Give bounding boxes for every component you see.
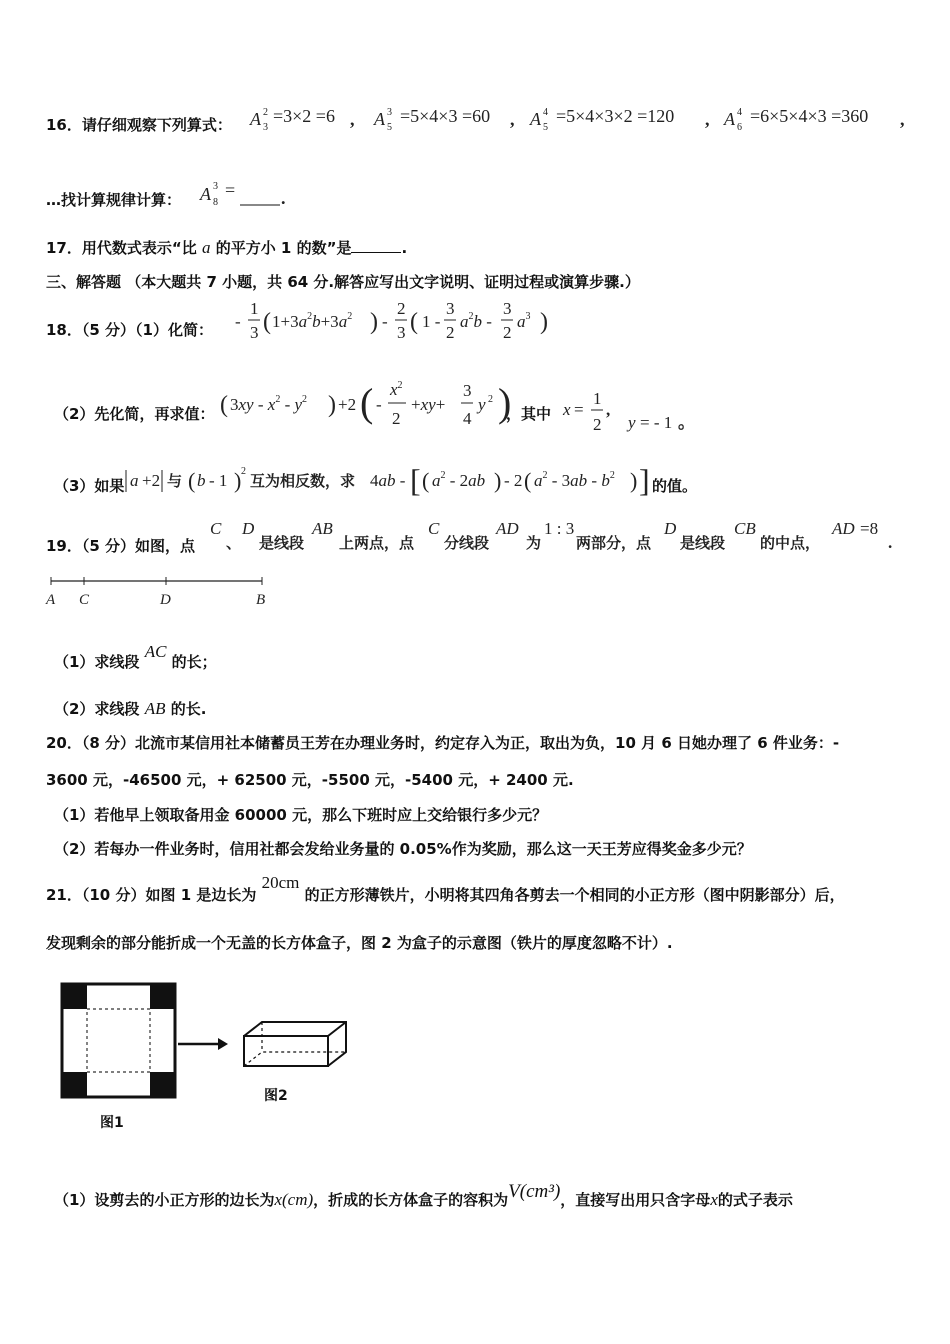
q21-sub1: [54, 1181, 793, 1210]
q17-var: a: [201, 238, 211, 257]
svg-text:D: D: [664, 519, 677, 538]
svg-text:5: 5: [387, 122, 392, 133]
q21-sub1-text: （1）设剪去的小正方形的边长为: [54, 1191, 275, 1209]
svg-text:上两点，点: 上两点，点: [339, 534, 415, 552]
fig1-label: 图1: [100, 1115, 124, 1131]
svg-text:3: 3: [213, 181, 218, 192]
q21-line1: [46, 873, 845, 905]
svg-text:4ab -: 4ab -: [370, 471, 406, 490]
q19-label-text: 19．（5 分）如图，点: [46, 537, 196, 555]
svg-text:(: (: [524, 468, 532, 493]
svg-text:[: [: [410, 462, 421, 498]
svg-text:与: 与: [167, 472, 183, 490]
svg-text:=6×5×4×3 =360: =6×5×4×3 =360: [750, 106, 869, 126]
corner-tl: [62, 984, 87, 1009]
svg-text:(: (: [263, 309, 271, 335]
q18-label-text: 18．（5 分）（1）化简：: [46, 321, 213, 339]
fig2-label: 图2: [264, 1088, 288, 1104]
q18-p3-expr: [120, 458, 680, 502]
q20-line2: [46, 770, 574, 790]
svg-text:是线段: 是线段: [680, 534, 726, 552]
svg-text:,: ,: [350, 109, 355, 129]
svg-text:- 1: - 1: [209, 471, 228, 490]
q18-p3-end-text: 的值。: [652, 477, 698, 495]
svg-text:A: A: [250, 109, 261, 129]
svg-text:(: (: [220, 392, 228, 418]
svg-text:3: 3: [446, 299, 455, 318]
svg-text:、: 、: [226, 534, 242, 552]
point-c: C: [79, 592, 90, 608]
q19-segment-figure: [44, 574, 274, 610]
svg-text:3: 3: [263, 122, 268, 133]
svg-text:a: a: [130, 471, 139, 490]
svg-text:互为相反数，求: 互为相反数，求: [250, 472, 356, 490]
svg-text:2: 2: [446, 323, 455, 342]
svg-text:= - 1: = - 1: [640, 413, 673, 432]
q21-line2: [46, 933, 673, 953]
q21-line2-text: 发现剩余的部分能折成一个无盖的长方体盒子，图 2 为盒子的示意图（铁片的厚度忽略不计）.: [46, 934, 673, 952]
q17-text2: 的平方小 1 的数”是: [215, 239, 352, 257]
q18-p3: [54, 476, 124, 496]
q20-sub2-text: （2）若每办一件业务时，信用社都会发给业务量的 0.05%作为奖励，那么这一天王芳应得奖金多少元？: [54, 840, 752, 858]
q19-sub2: [54, 699, 206, 719]
point-d: D: [160, 592, 171, 608]
q21-sub1-v: V(cm³): [508, 1181, 561, 1202]
q19-label: [46, 536, 195, 556]
svg-text:a2 - 3ab - b2: $a^2 - 3ab - b^2$: [534, 470, 615, 490]
svg-text:): ): [370, 309, 378, 335]
svg-text:6: 6: [737, 122, 742, 133]
q17-blank[interactable]: [351, 238, 401, 253]
svg-text:1+3a2b+3a2: $1+3a^2b+3a^2$: [272, 311, 353, 331]
svg-text:,: ,: [510, 109, 515, 129]
section3: [46, 272, 640, 292]
svg-text:D: D: [242, 519, 255, 538]
corner-tr: [150, 984, 175, 1009]
svg-text:y: y: [628, 413, 636, 432]
svg-text:2: 2: [488, 394, 493, 405]
q18-label: [46, 320, 213, 340]
svg-text:C: C: [210, 519, 222, 538]
svg-text:+xy+: +xy+: [411, 395, 446, 414]
q19-text: [204, 518, 904, 558]
svg-text:-: -: [376, 395, 382, 414]
q17: 17．用代数式表示“比 a 的平方小 1 的数”是 .: [46, 238, 408, 257]
point-a: A: [46, 592, 56, 608]
q18-expr2: [218, 378, 518, 434]
q18-expr1: [230, 296, 560, 348]
svg-text:(: (: [188, 468, 196, 493]
svg-text:2: 2: [392, 409, 401, 428]
svg-text:2: 2: [503, 323, 512, 342]
q21-sub1-mid: ，折成的长方体盒子的容积为: [313, 1191, 509, 1209]
svg-text:): ): [234, 468, 242, 493]
svg-text:A: A: [724, 109, 735, 129]
q19-sub1-var: AC: [144, 642, 167, 661]
svg-text:+2: +2: [338, 395, 357, 414]
point-b: B: [256, 592, 266, 608]
svg-text:): ): [540, 309, 548, 335]
svg-text:4: 4: [737, 107, 742, 118]
box-figure: [244, 1022, 346, 1066]
svg-text:-: -: [382, 312, 388, 331]
q21-sub1-x: x(cm): [274, 1190, 314, 1209]
q16-line2: [46, 190, 181, 210]
svg-text:3: 3: [387, 107, 392, 118]
svg-text:C: C: [428, 519, 440, 538]
svg-text:2: 2: [263, 107, 268, 118]
q20-sub1: [54, 805, 547, 825]
svg-text:x2: $x^2$: [390, 380, 403, 399]
svg-text:]: ]: [639, 462, 650, 498]
q18-p2-label-text: （2）先化简，再求值：: [54, 405, 215, 423]
q20-sub1-text: （1）若他早上领取备用金 60000 元，那么下班时应上交给银行多少元？: [54, 806, 548, 824]
svg-text:4: 4: [463, 409, 472, 428]
svg-text:1: 1: [250, 299, 259, 318]
svg-text:5: 5: [543, 122, 548, 133]
svg-text:AB: AB: [312, 519, 333, 538]
q21-side: 20cm: [261, 873, 300, 892]
svg-text:1 -: 1 -: [422, 312, 441, 331]
svg-text:b: b: [197, 471, 206, 490]
q19-sub1-text: （1）求线段: [54, 653, 140, 671]
q19-sub2-var: AB: [144, 699, 166, 718]
svg-text:A: A: [530, 109, 541, 129]
svg-text:A: A: [374, 109, 385, 129]
svg-text:8: 8: [213, 197, 218, 208]
svg-text:a2 - 2ab: $a^2 - 2ab$: [432, 470, 486, 490]
svg-text:): ): [630, 468, 638, 493]
q19-sub1: [54, 642, 217, 672]
q20-sub2: [54, 839, 752, 859]
svg-text:x: x: [563, 400, 571, 419]
q20-line2-text: 3600 元，-46500 元，+ 62500 元，-5500 元，-5400 元，+ 2400 元.: [46, 771, 574, 789]
svg-text:2: 2: [241, 466, 246, 477]
section3-text: 三、解答题 （本大题共 7 小题，共 64 分.解答应写出文字说明、证明过程或演算步骤.）: [46, 273, 640, 291]
q18-p3-end: [652, 476, 697, 496]
q20-line1: [46, 733, 839, 753]
svg-text:): ): [498, 380, 512, 425]
q21-figures: [60, 982, 360, 1142]
svg-text:,: ,: [705, 109, 710, 129]
svg-text:的中点，: 的中点，: [760, 534, 821, 552]
svg-text:=: =: [225, 180, 236, 200]
q19-sub2-end: 的长.: [170, 700, 207, 718]
q21-sub1-x2: x: [710, 1190, 718, 1209]
q16-equations: [240, 98, 920, 138]
svg-text:(: (: [360, 380, 374, 425]
svg-text:为: 为: [526, 534, 542, 552]
svg-text:AD: AD: [832, 519, 855, 538]
q19-sub2-text: （2）求线段: [54, 700, 140, 718]
svg-text:A: A: [200, 184, 211, 204]
svg-text:-: -: [235, 312, 241, 331]
svg-text:分线段: 分线段: [444, 534, 490, 552]
svg-text:a2b -: $a^2b$ -: [460, 311, 492, 331]
svg-text:=3×2 =6: =3×2 =6: [273, 106, 335, 126]
q18-p2-cond: [506, 404, 551, 424]
q17-text: 17．用代数式表示“比: [46, 239, 197, 257]
svg-text:3: 3: [250, 323, 259, 342]
svg-text:两部分，点: 两部分，点: [576, 534, 652, 552]
svg-text:2: 2: [593, 415, 602, 434]
svg-text:,: ,: [900, 109, 905, 129]
svg-text:是线段: 是线段: [259, 534, 305, 552]
svg-text:.: .: [281, 188, 286, 208]
svg-text:2: 2: [397, 299, 406, 318]
svg-text:+2: +2: [142, 471, 161, 490]
q20-line1-text: 20．（8 分）北流市某信用社本储蓄员王芳在办理业务时，约定存入为正，取出为负，10 月 6 日她办理了 6 件业务：-: [46, 734, 840, 752]
svg-text:,: ,: [606, 400, 611, 419]
svg-text:.: .: [888, 533, 893, 552]
svg-text:): ): [494, 468, 502, 493]
svg-text:3xy - x2 - y2: $3xy - x^2 - y^2$: [230, 394, 308, 414]
svg-text:(: (: [422, 468, 430, 493]
q18-p3-label: （3）如果: [54, 477, 125, 495]
q18-p2-label: [54, 404, 214, 424]
svg-text:- 2: - 2: [504, 471, 523, 490]
svg-text:AD: AD: [496, 519, 519, 538]
q21-label: 21．（10 分）如图 1 是边长为: [46, 886, 257, 904]
corner-bl: [62, 1072, 87, 1097]
q16-label: 16．请仔细观察下列算式：: [46, 116, 232, 134]
svg-text:=8: =8: [860, 519, 879, 538]
arrow-head: [218, 1038, 228, 1050]
svg-text:1 : 3: 1 : 3: [544, 519, 575, 538]
q18-p2-values: [558, 386, 708, 438]
svg-text:3: 3: [463, 381, 472, 400]
svg-text:=5×4×3 =60: =5×4×3 =60: [400, 106, 491, 126]
q16-line2-label: …找计算规律计算：: [46, 191, 182, 209]
q21-text: 的正方形薄铁片，小明将其四角各剪去一个相同的小正方形（图中阴影部分）后，: [304, 886, 845, 904]
svg-text:3: 3: [503, 299, 512, 318]
q18-p2-cond-text: ，其中: [506, 405, 552, 423]
svg-text:(: (: [410, 309, 418, 335]
q21-sub1-end: ，直接写出用只含字母: [560, 1191, 711, 1209]
svg-text:。: 。: [678, 413, 695, 432]
svg-text:): ): [328, 392, 336, 418]
corner-br: [150, 1072, 175, 1097]
q21-sub1-tail: 的式子表示: [717, 1191, 793, 1209]
svg-text:3: 3: [397, 323, 406, 342]
svg-text:4: 4: [543, 107, 548, 118]
q19-sub1-end: 的长；: [171, 653, 217, 671]
svg-text:=: =: [574, 400, 584, 419]
q16-line1: [46, 115, 232, 135]
svg-text:a3: $a^3$: [517, 311, 531, 331]
q16-ask: [195, 175, 295, 211]
svg-text:y: y: [478, 395, 486, 414]
svg-text:=5×4×3×2 =120: =5×4×3×2 =120: [556, 106, 675, 126]
svg-text:1: 1: [593, 389, 602, 408]
svg-text:CB: CB: [734, 519, 756, 538]
